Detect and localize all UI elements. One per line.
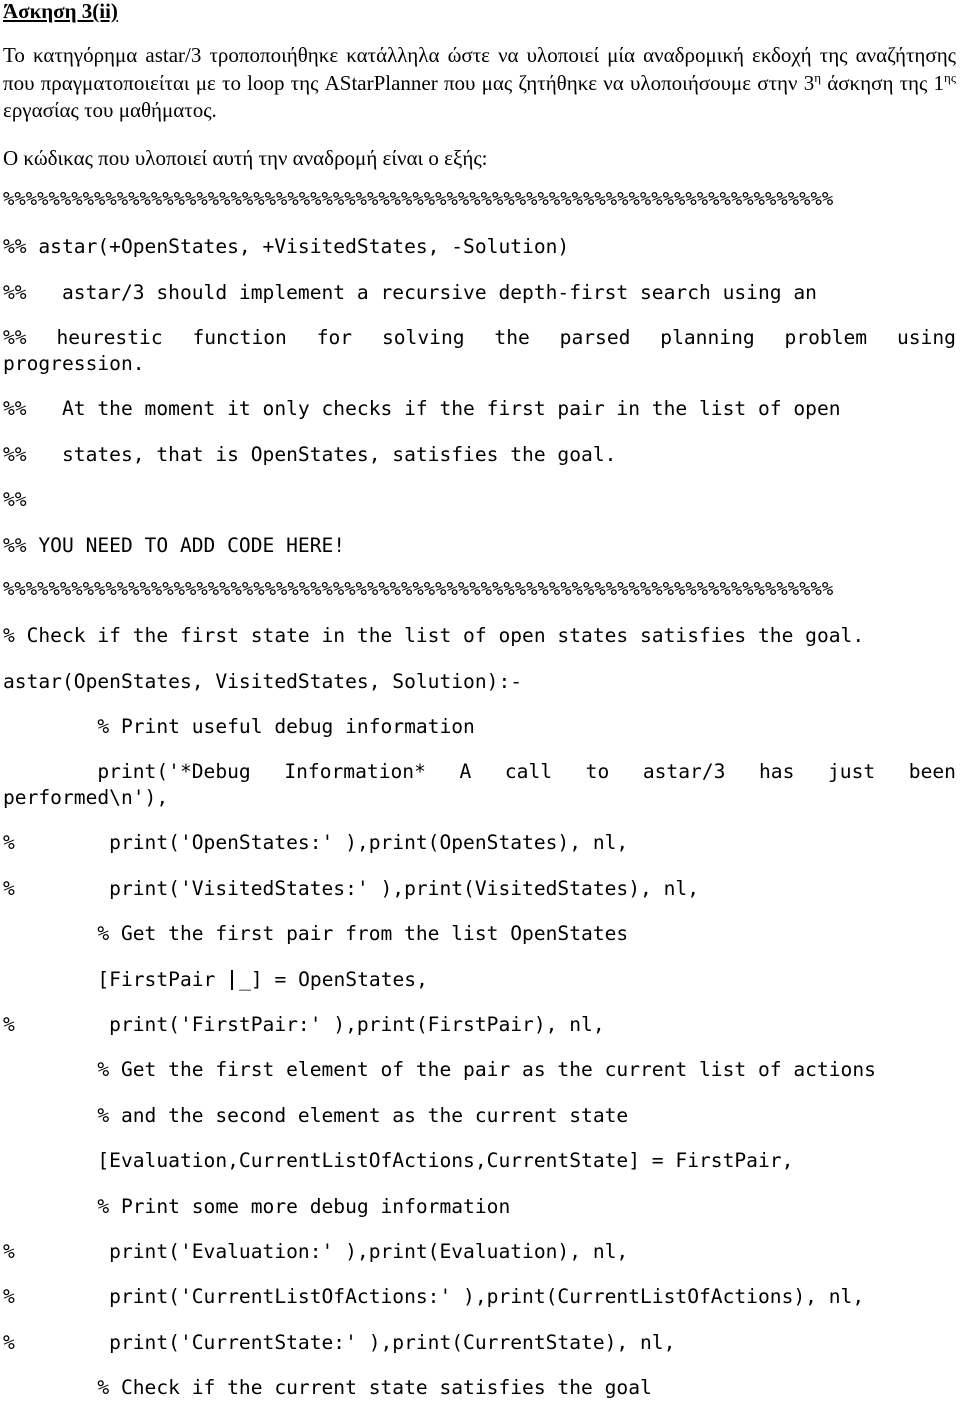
word: heurestic	[56, 326, 163, 349]
word: parsed	[559, 326, 631, 349]
code-line-8	[3, 968, 428, 991]
word: has	[759, 760, 795, 783]
intro-part2: άσκηση της 1	[821, 70, 945, 95]
word: function	[192, 326, 287, 349]
comment-line-2-continued: progression.	[3, 352, 145, 375]
word: to	[585, 760, 610, 783]
intro-superscript-1: η	[814, 69, 822, 85]
exercise-heading: Άσκηση 3(ii)	[3, 0, 118, 23]
code-line-7: % Get the first pair from the list OpenStates	[3, 922, 629, 945]
code-line-4	[3, 760, 956, 783]
word: been	[908, 760, 956, 783]
word: using	[896, 326, 956, 349]
code-line-16: % print('CurrentState:' ),print(CurrentState), nl,	[3, 1331, 676, 1354]
word: %%	[3, 326, 27, 349]
word: the	[494, 326, 530, 349]
code-fragment: [FirstPair	[3, 968, 228, 991]
word: problem	[784, 326, 868, 349]
code-intro-text: Ο κώδικας που υλοποιεί αυτή την αναδρομή είναι ο εξής:	[3, 146, 488, 170]
code-line-1: % Check if the first state in the list of open states satisfies the goal.	[3, 624, 865, 647]
word: A	[459, 760, 472, 783]
comment-signature: %% astar(+OpenStates, +VisitedStates, -Solution)	[3, 235, 570, 258]
code-fragment: _] = OpenStates,	[239, 968, 428, 991]
comment-line-2	[3, 326, 956, 349]
code-line-5: % print('OpenStates:' ),print(OpenStates), nl,	[3, 831, 629, 854]
code-line-3: % Print useful debug information	[3, 715, 475, 738]
code-line-4-continued: performed\n'),	[3, 786, 169, 809]
code-line-14: % print('Evaluation:' ),print(Evaluation), nl,	[3, 1240, 629, 1263]
code-line-13: % Print some more debug information	[3, 1195, 511, 1218]
comment-line-1: %% astar/3 should implement a recursive depth-first search using an	[3, 281, 817, 304]
code-line-11: % and the second element as the current state	[3, 1104, 629, 1127]
word: solving	[381, 326, 465, 349]
intro-part1: Το κατηγόρημα astar/3 τροποποιήθηκε κατάλληλα ώστε να υλοποιεί μία αναδρομική εκδοχή της αναζήτησης που πραγματοποιείται με το loop της AStarPlanner που μας ζητήθηκε να υλοποιήσουμε στην 3	[3, 43, 956, 95]
code-line-10: % Get the first element of the pair as the current list of actions	[3, 1058, 876, 1081]
word: just	[828, 760, 876, 783]
separator-line-top: %%%%%%%%%%%%%%%%%%%%%%%%%%%%%%%%%%%%%%%%%%%%%%%%%%%%%%%%%%%%%%%%%%%%%%%%%	[3, 188, 834, 210]
text-cursor	[231, 970, 233, 990]
intro-superscript-2: ης	[944, 69, 956, 85]
comment-line-5: %%	[3, 488, 27, 511]
code-line-17: % Check if the current state satisfies the goal	[3, 1376, 652, 1399]
separator-line-bottom: %%%%%%%%%%%%%%%%%%%%%%%%%%%%%%%%%%%%%%%%%%%%%%%%%%%%%%%%%%%%%%%%%%%%%%%%%	[3, 578, 834, 600]
word: astar/3	[642, 760, 726, 783]
intro-part3: εργασίας του μαθήματος.	[3, 98, 217, 122]
code-line-6: % print('VisitedStates:' ),print(VisitedStates), nl,	[3, 877, 699, 900]
word: Information*	[284, 760, 426, 783]
code-line-12: [Evaluation,CurrentListOfActions,CurrentState] = FirstPair,	[3, 1149, 794, 1172]
word: call	[504, 760, 553, 783]
intro-paragraph	[3, 42, 956, 125]
word: planning	[660, 326, 755, 349]
word: print('*Debug	[3, 760, 251, 783]
code-line-2: astar(OpenStates, VisitedStates, Solution):-	[3, 670, 523, 693]
code-line-15: % print('CurrentListOfActions:' ),print(CurrentListOfActions), nl,	[3, 1285, 865, 1308]
word: for	[316, 326, 353, 349]
comment-line-3: %% At the moment it only checks if the first pair in the list of open	[3, 397, 841, 420]
comment-line-6: %% YOU NEED TO ADD CODE HERE!	[3, 534, 346, 557]
code-line-9: % print('FirstPair:' ),print(FirstPair), nl,	[3, 1013, 605, 1036]
comment-line-4: %% states, that is OpenStates, satisfies the goal.	[3, 443, 617, 466]
